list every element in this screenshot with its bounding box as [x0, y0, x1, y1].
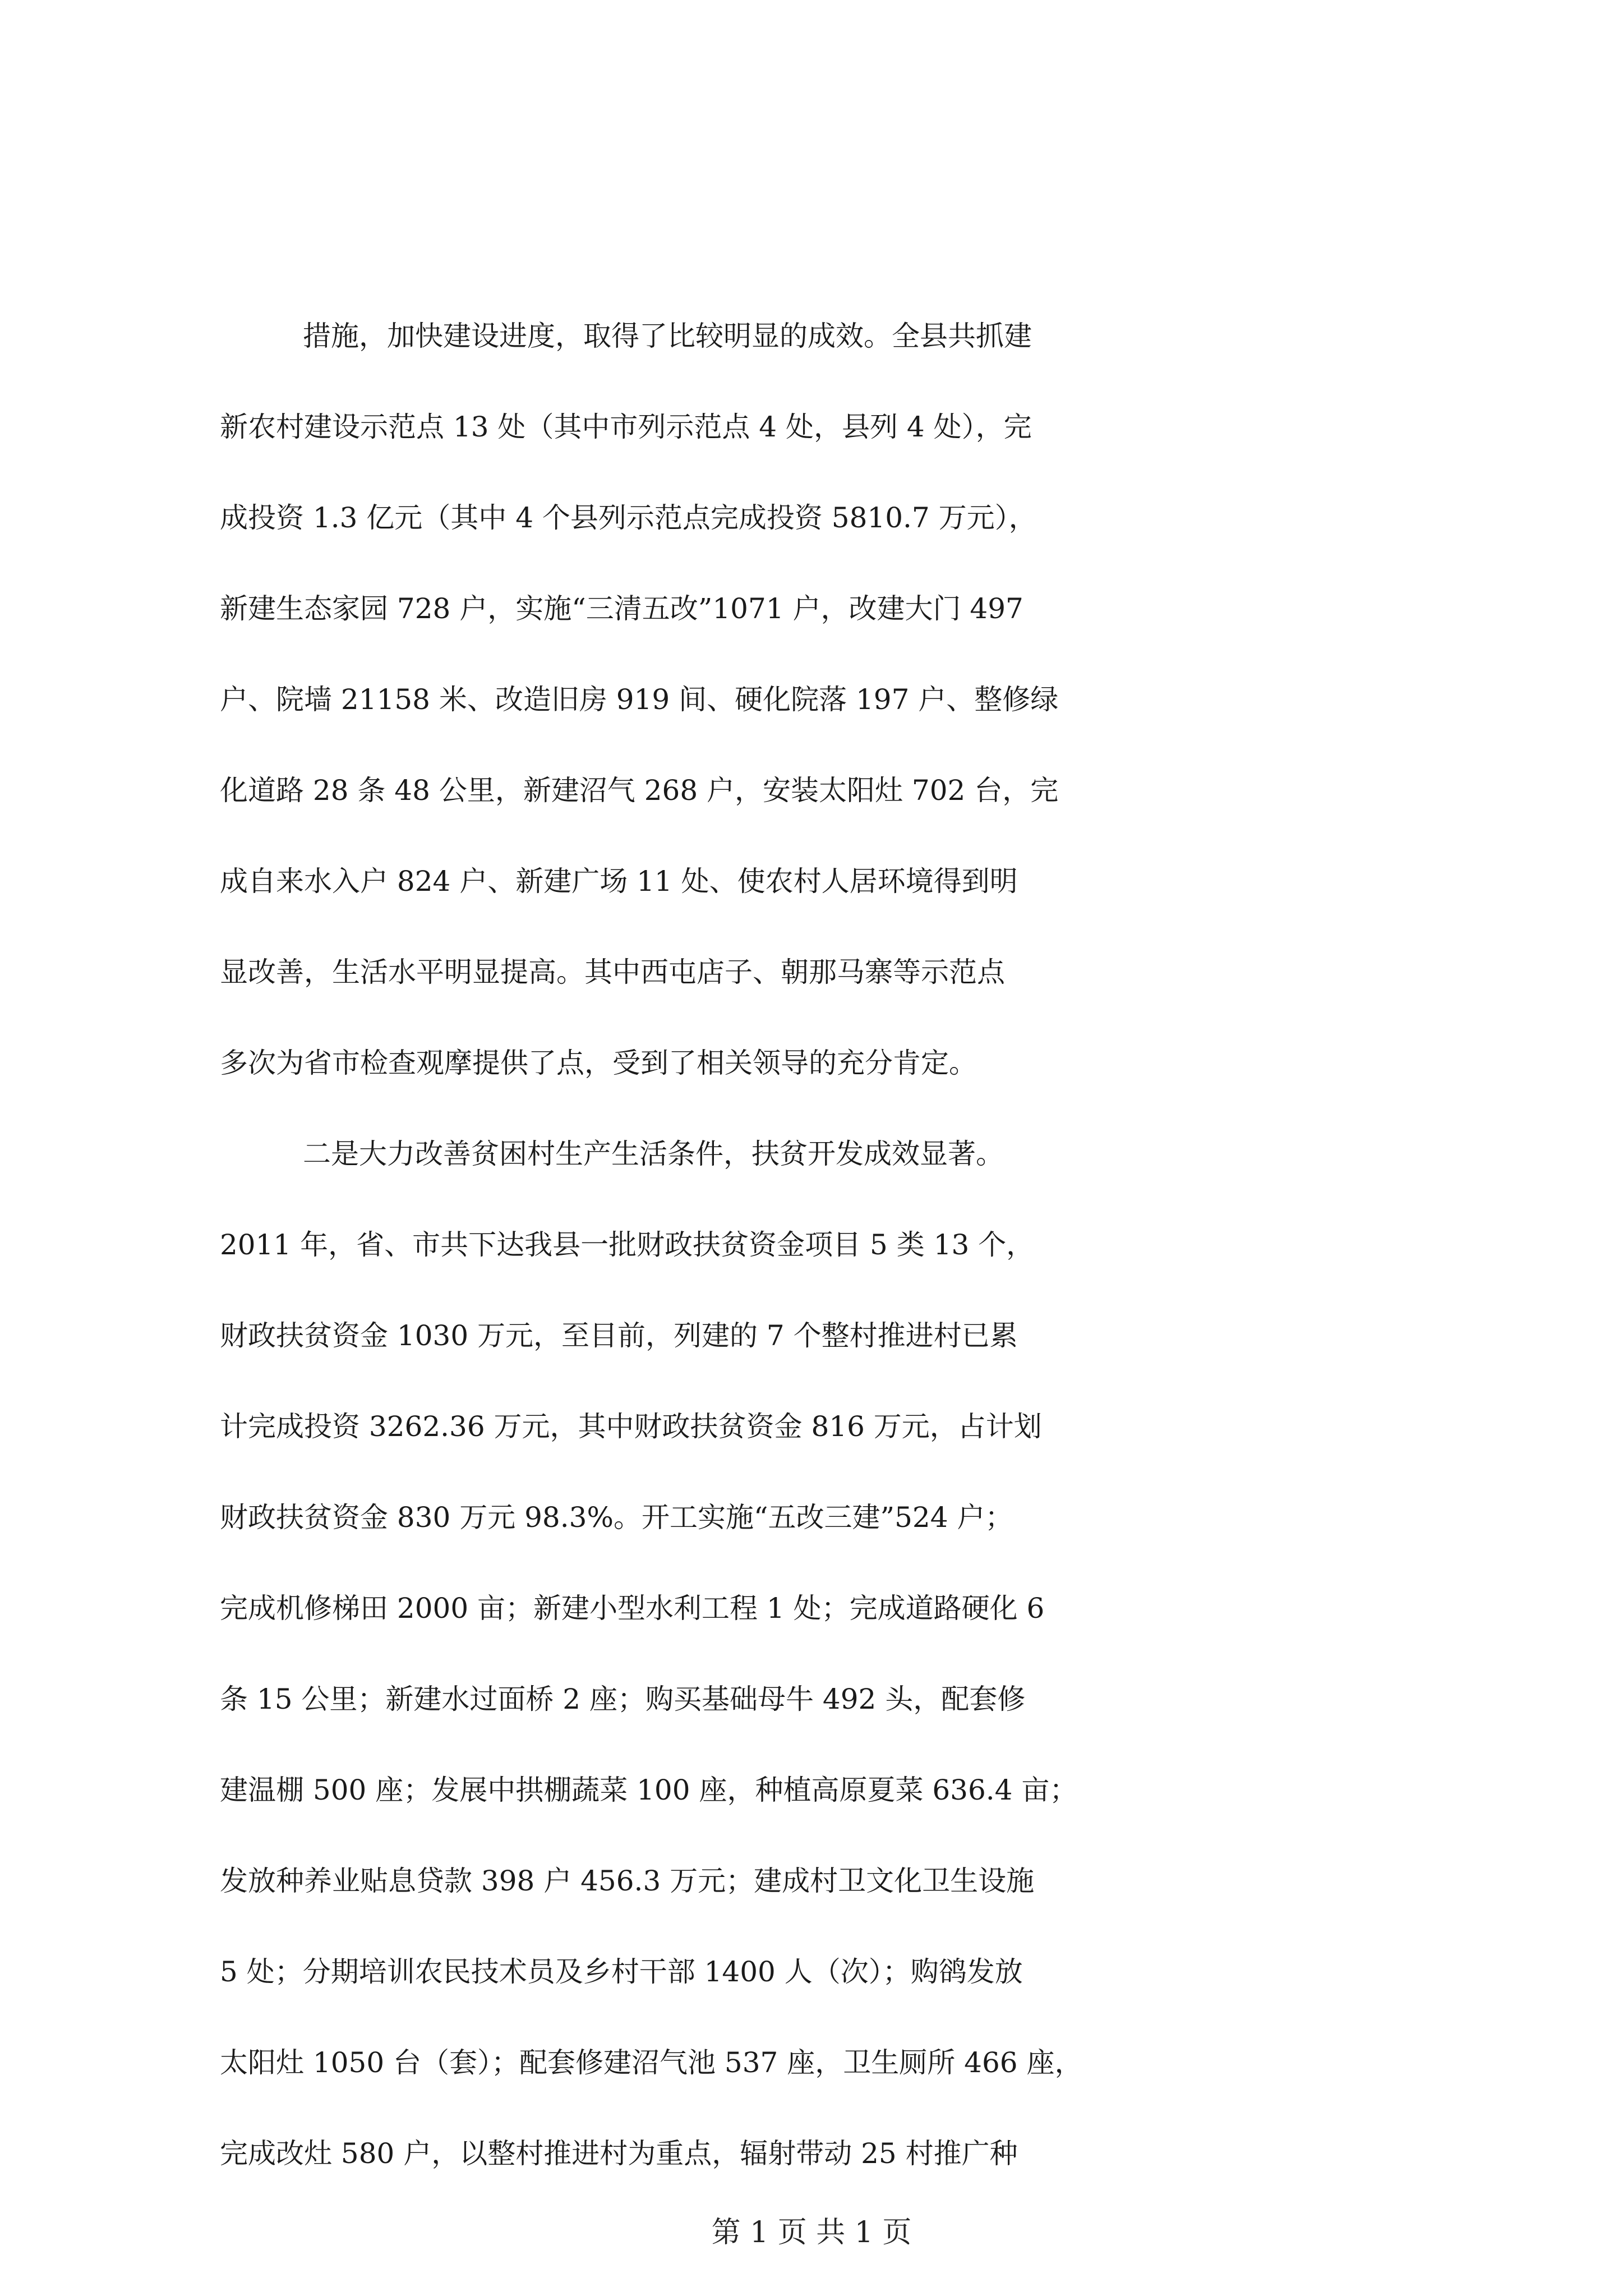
text-line: 完成机修梯田 2000 亩；新建小型水利工程 1 处；完成道路硬化 6: [220, 1592, 1045, 1625]
text-line: 2011 年，省、市共下达我县一批财政扶贫资金项目 5 类 13 个，: [220, 1228, 1035, 1261]
text-line: 成自来水入户 824 户、新建广场 11 处、使农村人居环境得到明: [220, 865, 1018, 898]
text-line: 太阳灶 1050 台（套）；配套修建沼气池 537 座，卫生厕所 466 座，: [220, 2046, 1083, 2079]
text-line: 新建生态家园 728 户，实施“三清五改”1071 户，改建大门 497: [220, 592, 1023, 625]
text-line: 成投资 1.3 亿元（其中 4 个县列示范点完成投资 5810.7 万元），: [220, 501, 1037, 534]
text-line: 建温棚 500 座；发展中拱棚蔬菜 100 座，种植高原夏菜 636.4 亩；: [220, 1774, 1078, 1806]
text-line: 条 15 公里；新建水过面桥 2 座；购买基础母牛 492 头，配套修: [220, 1683, 1026, 1715]
text-line: 显改善，生活水平明显提高。其中西屯店子、朝那马寨等示范点: [220, 956, 1005, 988]
page-footer: 第 1 页 共 1 页: [711, 2216, 912, 2249]
text-line: 计完成投资 3262.36 万元，其中财政扶贫资金 816 万元，占计划: [220, 1410, 1042, 1443]
text-line: 财政扶贫资金 1030 万元，至目前，列建的 7 个整村推进村已累: [220, 1319, 1018, 1352]
text-line: 措施，加快建设进度，取得了比较明显的成效。全县共抓建: [303, 320, 1032, 352]
text-line: 户、院墙 21158 米、改造旧房 919 间、硬化院落 197 户、整修绿: [220, 683, 1059, 716]
text-line: 5 处；分期培训农民技术员及乡村干部 1400 人（次）；购鹆发放: [220, 1955, 1023, 1988]
text-line: 完成改灶 580 户，以整村推进村为重点，辐射带动 25 村推广种: [220, 2137, 1018, 2170]
text-line: 化道路 28 条 48 公里，新建沼气 268 户，安装太阳灶 702 台，完: [220, 774, 1059, 807]
text-line: 财政扶贫资金 830 万元 98.3%。开工实施“五改三建”524 户；: [220, 1501, 1013, 1534]
text-line: 发放种养业贴息贷款 398 户 456.3 万元；建成村卫文化卫生设施: [220, 1865, 1035, 1897]
text-line: 多次为省市检查观摩提供了点，受到了相关领导的充分肯定。: [220, 1047, 977, 1079]
text-line: 新农村建设示范点 13 处（其中市列示范点 4 处，县列 4 处），完: [220, 411, 1032, 443]
text-line: 二是大力改善贫困村生产生活条件，扶贫开发成效显著。: [303, 1138, 1004, 1170]
